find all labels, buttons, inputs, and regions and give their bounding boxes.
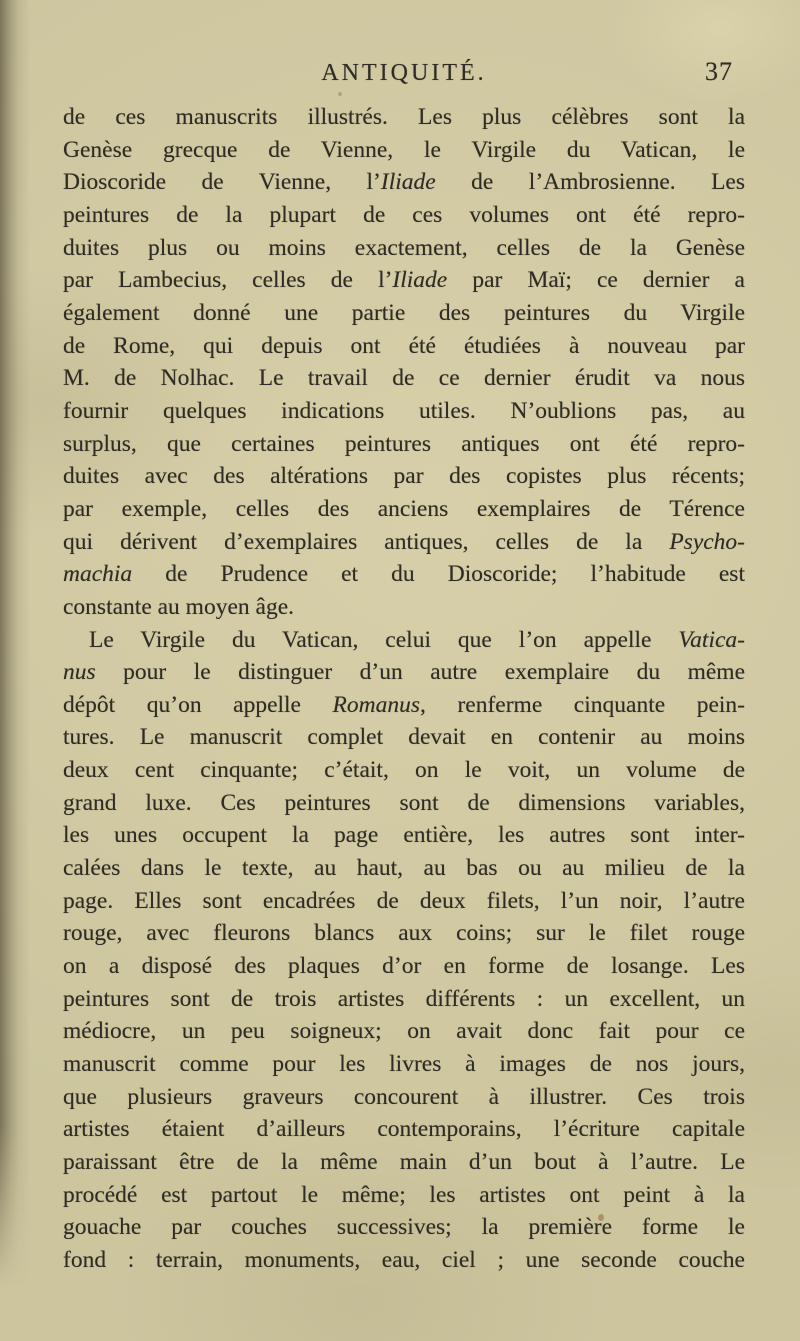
text-line [63, 721, 745, 754]
text-segment: manuscrit comme pour les livres à images de nos jours, [63, 1051, 745, 1078]
text-line [63, 787, 745, 820]
text-line [63, 1048, 745, 1081]
text-segment: de Prudence et du Dioscoride; l’habitude est [132, 561, 745, 588]
text-line [63, 624, 745, 657]
page-header-title: ANTIQUITÉ. [321, 60, 487, 86]
text-line [63, 1179, 745, 1212]
paragraph [63, 624, 745, 1277]
text-segment: par exemple, celles des anciens exemplaires de Térence [63, 495, 745, 522]
running-header [63, 57, 745, 94]
text-segment: de l’Ambrosienne. Les [435, 169, 745, 196]
text-line [63, 1113, 745, 1146]
text-segment: on a disposé des plaques d’or en forme de losange. Les [63, 953, 745, 980]
text-line [63, 754, 745, 787]
italic-text-segment: Iliade [380, 169, 436, 196]
text-segment: qui dérivent d’exemplaires antiques, celles de la [63, 528, 670, 555]
text-segment: constante au moyen âge. [63, 593, 294, 620]
text-segment: calées dans le texte, au haut, au bas ou au milieu de la [63, 855, 745, 882]
text-segment: Dioscoride de Vienne, l’ [63, 169, 381, 196]
text-line [63, 1015, 745, 1048]
text-line [63, 395, 745, 428]
text-segment: page. Elles sont encadrées de deux filets, l’un noir, l’autre [63, 887, 745, 914]
text-line [63, 656, 745, 689]
text-line [63, 1081, 745, 1114]
text-segment: gouache par couches successives; la première forme le [63, 1214, 745, 1241]
text-segment: par Lambecius, celles de l’ [63, 267, 393, 294]
text-line [63, 983, 745, 1016]
text-line [63, 852, 745, 885]
page-number: 37 [705, 57, 733, 86]
text-line [63, 885, 745, 918]
italic-text-segment: Romanus [332, 691, 421, 718]
text-line [63, 1211, 745, 1244]
page-body-text [63, 101, 745, 1277]
text-line [63, 199, 745, 232]
text-line [63, 264, 745, 297]
paragraph [63, 101, 745, 624]
text-segment: les unes occupent la page entière, les autres sont inter- [63, 822, 745, 849]
text-segment: paraissant être de la même main d’un bout à l’autre. Le [63, 1149, 745, 1175]
text-line [63, 819, 745, 852]
page-left-edge-shadow [0, 0, 30, 1341]
text-segment: par Maï; ce dernier a [447, 267, 745, 294]
text-segment: duites plus ou moins exactement, celles de la Genèse [63, 234, 745, 261]
text-line [63, 950, 745, 983]
text-segment: de ces manuscrits illustrés. Les plus célèbres sont la [63, 104, 745, 130]
text-segment: , renferme cinquante pein- [420, 691, 745, 718]
text-line [63, 362, 745, 395]
text-line [63, 460, 745, 493]
text-line [63, 166, 745, 199]
text-segment: duites avec des altérations par des copistes plus récents; [63, 463, 745, 490]
text-line [63, 591, 745, 624]
text-segment: artistes étaient d’ailleurs contemporains, l’écriture capitale [63, 1116, 745, 1143]
text-segment: pour le distinguer d’un autre exemplaire du même [95, 659, 745, 686]
text-segment: Genèse grecque de Vienne, le Virgile du Vatican, le [63, 136, 745, 163]
text-segment: peintures sont de trois artistes différents : un excellent, un [63, 985, 745, 1012]
text-line [63, 101, 745, 134]
text-segment: surplus, que certaines peintures antiques ont été repro- [63, 430, 745, 457]
text-segment: Le Virgile du Vatican, celui que l’on appelle [89, 626, 679, 653]
italic-text-segment: Iliade [392, 267, 448, 294]
text-line [63, 1244, 745, 1277]
text-line [63, 1146, 745, 1179]
text-segment: procédé est partout le même; les artistes ont peint à la [63, 1181, 745, 1208]
text-line [63, 428, 745, 461]
text-line [63, 232, 745, 265]
text-segment: fond : terrain, monuments, eau, ciel ; une seconde couche [63, 1246, 745, 1273]
text-segment: M. de Nolhac. Le travail de ce dernier érudit va nous [63, 365, 745, 392]
text-segment: médiocre, un peu soigneux; on avait donc fait pour ce [63, 1018, 745, 1045]
text-line [63, 558, 745, 591]
text-line [63, 493, 745, 526]
text-segment: fournir quelques indications utiles. N’oublions pas, au [63, 397, 745, 424]
italic-text-segment: nus [63, 659, 96, 686]
text-segment: que plusieurs graveurs concourent à illustrer. Ces trois [63, 1083, 745, 1110]
text-line [63, 689, 745, 722]
italic-text-segment: Vatica- [678, 626, 745, 653]
italic-text-segment: Psycho- [669, 528, 745, 555]
italic-text-segment: machia [63, 561, 133, 588]
text-segment: deux cent cinquante; c’était, on le voit, un volume de [63, 757, 745, 784]
text-line [63, 917, 745, 950]
text-line [63, 526, 745, 559]
text-line [63, 297, 745, 330]
text-segment: dépôt qu’on appelle [63, 691, 333, 718]
text-segment: également donné une partie des peintures du Virgile [63, 299, 745, 326]
text-line [63, 134, 745, 167]
text-line [63, 330, 745, 363]
text-segment: grand luxe. Ces peintures sont de dimensions variables, [63, 789, 745, 816]
text-segment: peintures de la plupart de ces volumes ont été repro- [63, 201, 745, 228]
text-segment: rouge, avec fleurons blancs aux coins; sur le filet rouge [63, 920, 745, 947]
text-segment: tures. Le manuscrit complet devait en contenir au moins [63, 724, 745, 751]
text-segment: de Rome, qui depuis ont été étudiées à nouveau par [63, 332, 745, 359]
